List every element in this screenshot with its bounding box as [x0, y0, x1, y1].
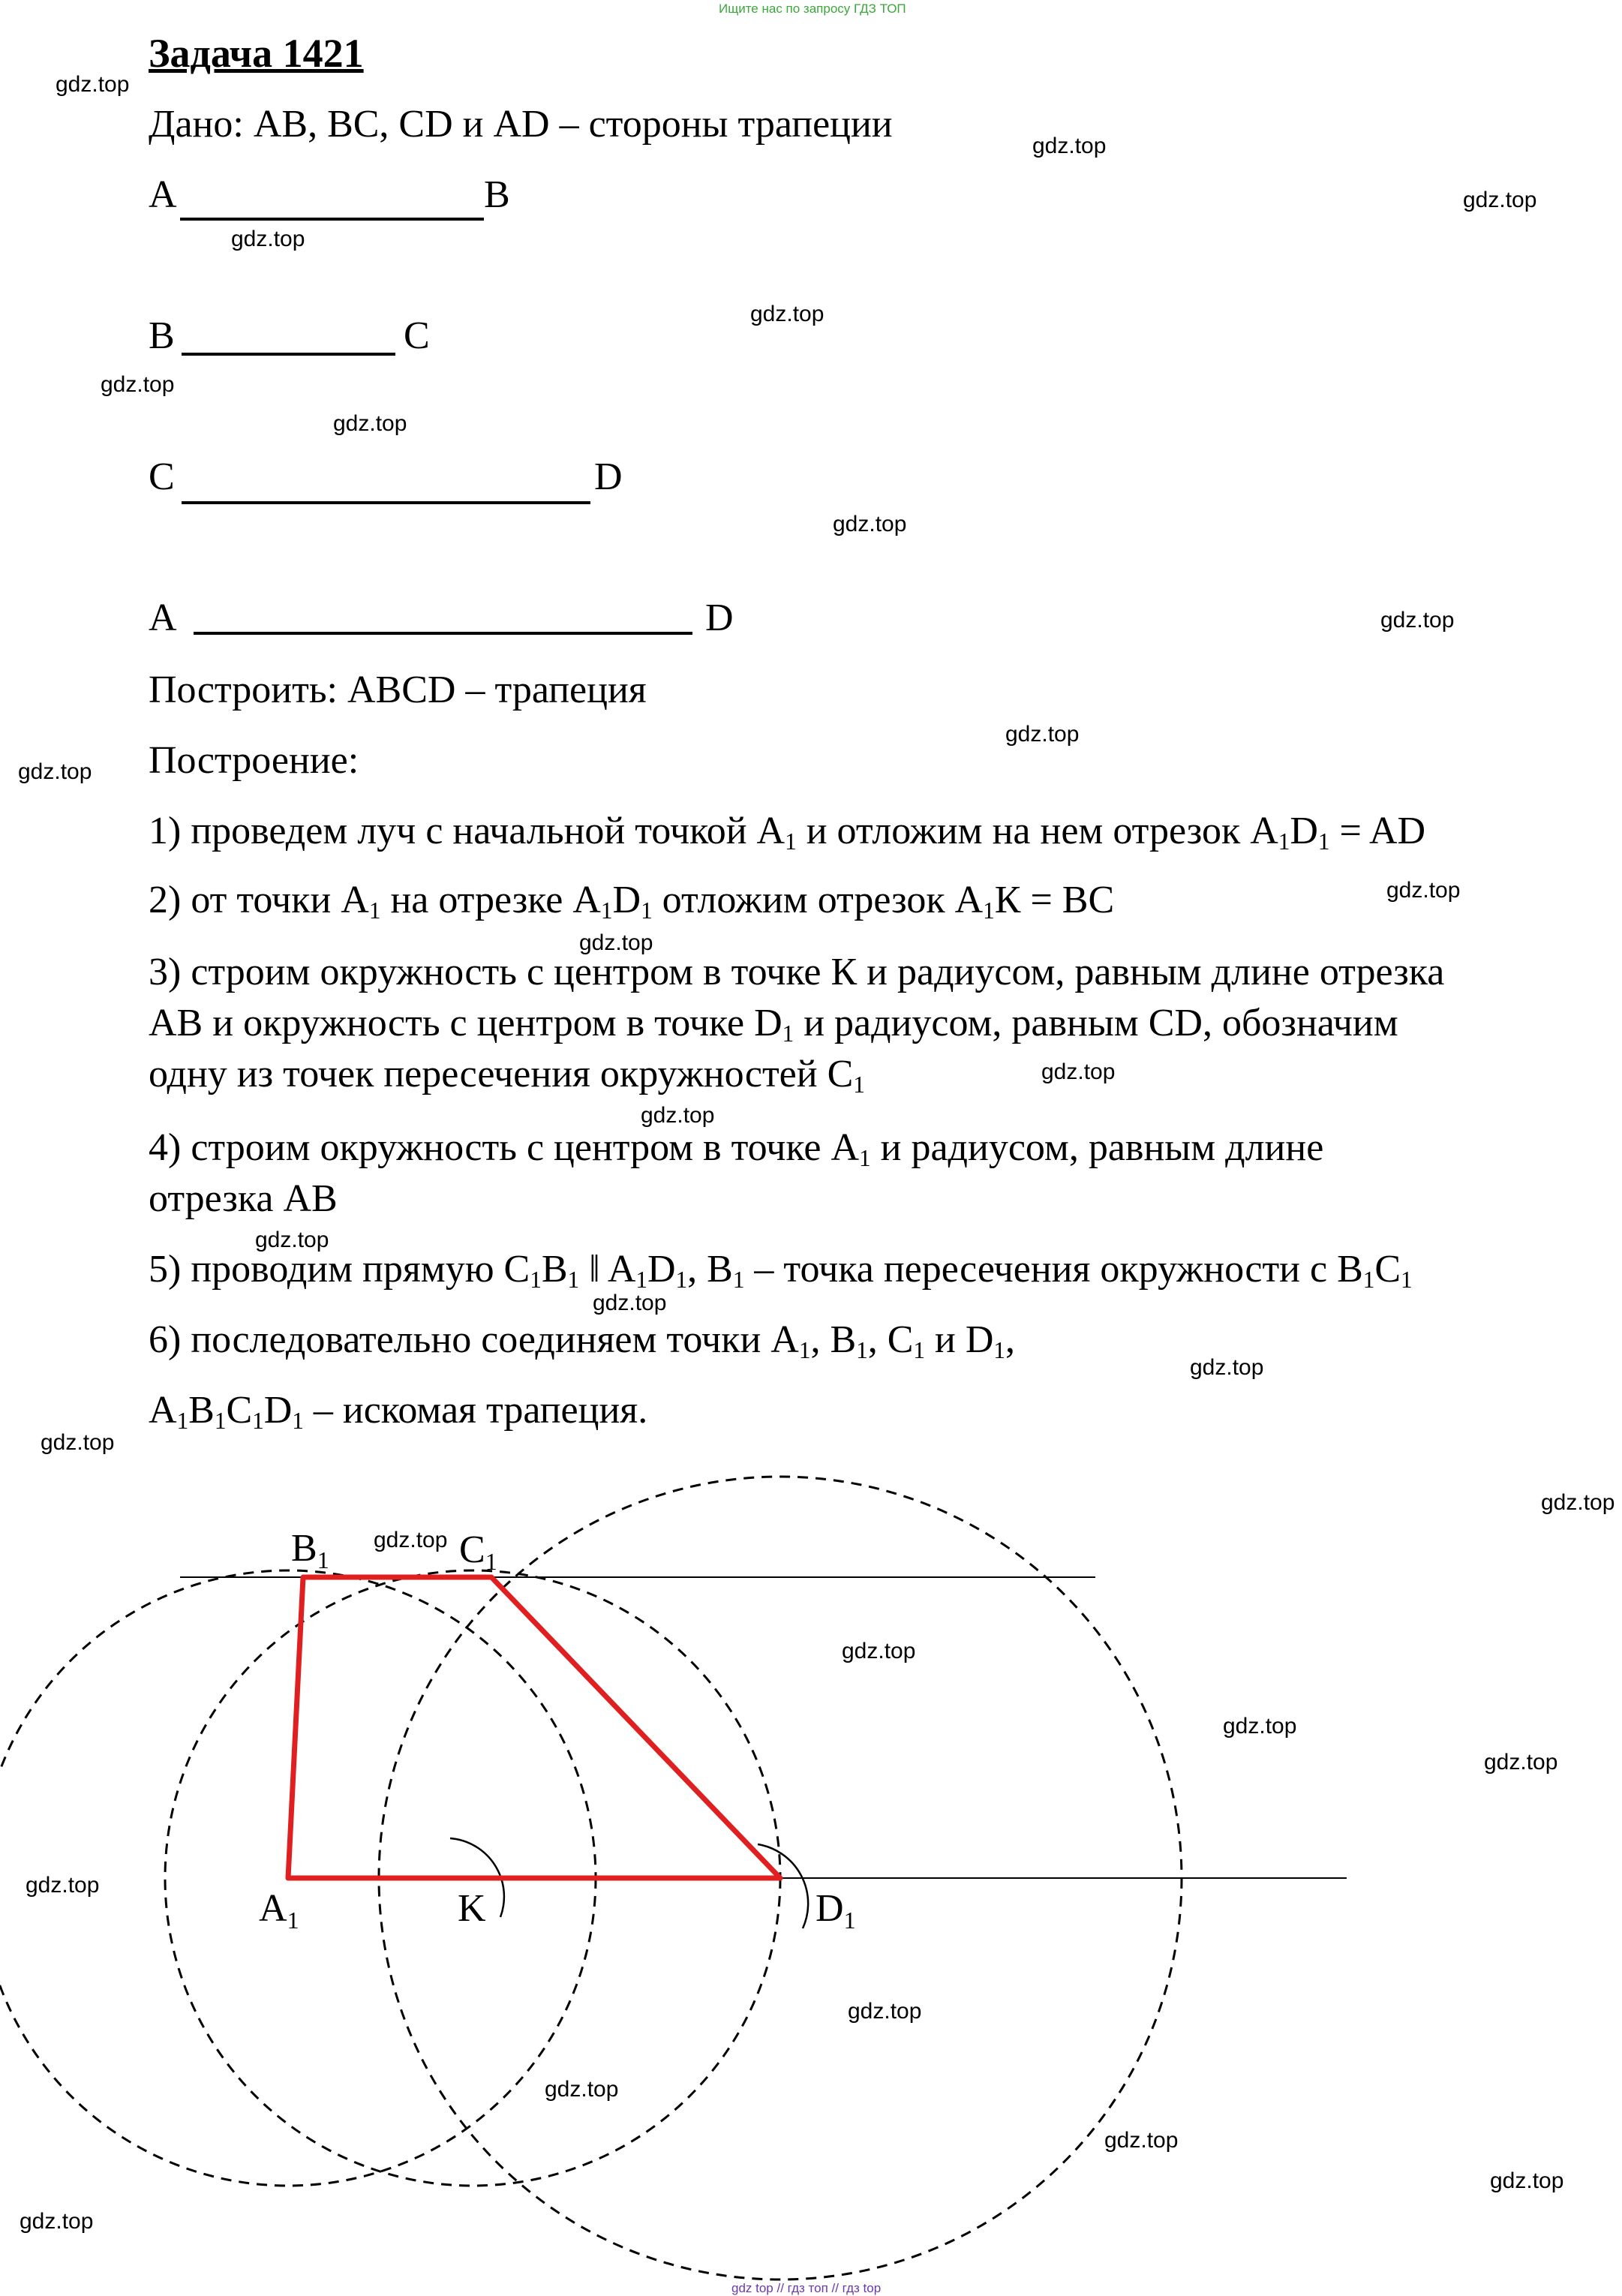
watermark: gdz.top: [333, 411, 407, 436]
watermark: gdz.top: [231, 227, 305, 251]
watermark: gdz.top: [842, 1639, 916, 1663]
step-4-line-2: отрезка AB: [149, 1177, 338, 1220]
label-b1: B1: [291, 1527, 329, 1573]
step-1: 1) проведем луч с начальной точкой $A_1$ и отложим на нем отрезок $A_1D_1$ = AD: [149, 810, 1426, 855]
watermark: gdz.top: [255, 1228, 329, 1252]
segment-ab-label-b: B: [484, 173, 510, 216]
step-6: 6) последовательно соединяем точки $A_1$, $B_1$, $C_1$ и $D_1$,: [149, 1318, 1015, 1363]
step-3-line-1: 3) строим окружность с центром в точке К и радиусом, равным длине отрезка: [149, 951, 1445, 993]
step-5: 5) проводим прямую $C_1B_1$ ‖ $A_1D_1$, $B_1$ – точка пересечения окружности с $B_1C_1$: [149, 1248, 1413, 1293]
watermark: gdz.top: [848, 1999, 922, 2024]
step-3-line-2: AB и окружность с центром в точке $D_1$ и радиусом, равным CD, обозначим: [149, 1002, 1398, 1047]
watermark: gdz.top: [56, 72, 130, 97]
watermark: gdz.top: [750, 302, 825, 326]
task-title: Задача 1421: [149, 31, 364, 76]
watermark: gdz.top: [1005, 722, 1080, 747]
segment-ad-label-a: A: [149, 597, 177, 639]
watermark: gdz.top: [1223, 1714, 1297, 1739]
watermark: gdz.top: [593, 1291, 667, 1315]
label-a1: A1: [259, 1887, 299, 1934]
watermark: gdz.top: [641, 1103, 715, 1128]
segment-cd-label-d: D: [594, 455, 623, 498]
label-c1: C1: [459, 1528, 497, 1575]
watermark: gdz.top: [374, 1528, 448, 1552]
watermark: gdz.top: [1386, 878, 1461, 903]
segment-bc-label-c: C: [404, 314, 430, 357]
watermark: gdz.top: [833, 512, 907, 536]
watermark: gdz.top: [41, 1430, 115, 1455]
watermark: gdz.top: [101, 372, 175, 397]
watermark: gdz.top: [1541, 1490, 1615, 1515]
watermark: gdz.top: [1104, 2128, 1179, 2153]
watermark: gdz.top: [579, 930, 653, 955]
step-3-line-3: одну из точек пересечения окружностей $C_1$: [149, 1053, 865, 1098]
bottom-link[interactable]: gdz top // гдз топ // гдз top: [731, 2281, 882, 2295]
given-text: Дано: AB, BC, CD и AD – стороны трапеции: [149, 103, 893, 146]
watermark: gdz.top: [26, 1873, 100, 1898]
watermark: gdz.top: [1041, 1059, 1116, 1084]
watermark: gdz.top: [1463, 188, 1537, 212]
watermark: gdz.top: [1484, 1750, 1558, 1775]
top-search-hint[interactable]: Ищите нас по запросу ГДЗ ТОП: [719, 2, 906, 16]
watermark: gdz.top: [1190, 1355, 1264, 1380]
construction-heading: Построение:: [149, 739, 359, 782]
segment-ab-label-a: A: [149, 173, 177, 216]
construct-goal: Построить: ABCD – трапеция: [149, 669, 647, 711]
watermark: gdz.top: [1380, 608, 1455, 633]
step-2: 2) от точки $A_1$ на отрезке $A_1D_1$ отложим отрезок $A_1К$ = BC: [149, 879, 1115, 924]
watermark: gdz.top: [1032, 134, 1107, 158]
watermark: gdz.top: [545, 2077, 619, 2102]
result-line: $A_1B_1C_1D_1$ – искомая трапеция.: [149, 1389, 648, 1434]
watermark: gdz.top: [20, 2209, 94, 2234]
segment-cd-label-c: C: [149, 455, 175, 498]
watermark: gdz.top: [18, 759, 92, 784]
arc-d1: [758, 1844, 808, 1928]
segment-bc-label-b: B: [149, 314, 175, 357]
trapezoid-a1b1c1d1: [288, 1577, 780, 1878]
segment-ad-label-d: D: [705, 597, 734, 639]
step-4-line-1: 4) строим окружность с центром в точке $A_1$ и радиусом, равным длине: [149, 1126, 1324, 1171]
label-d1: D1: [816, 1887, 856, 1934]
label-k: K: [458, 1887, 486, 1930]
watermark: gdz.top: [1490, 2168, 1564, 2193]
